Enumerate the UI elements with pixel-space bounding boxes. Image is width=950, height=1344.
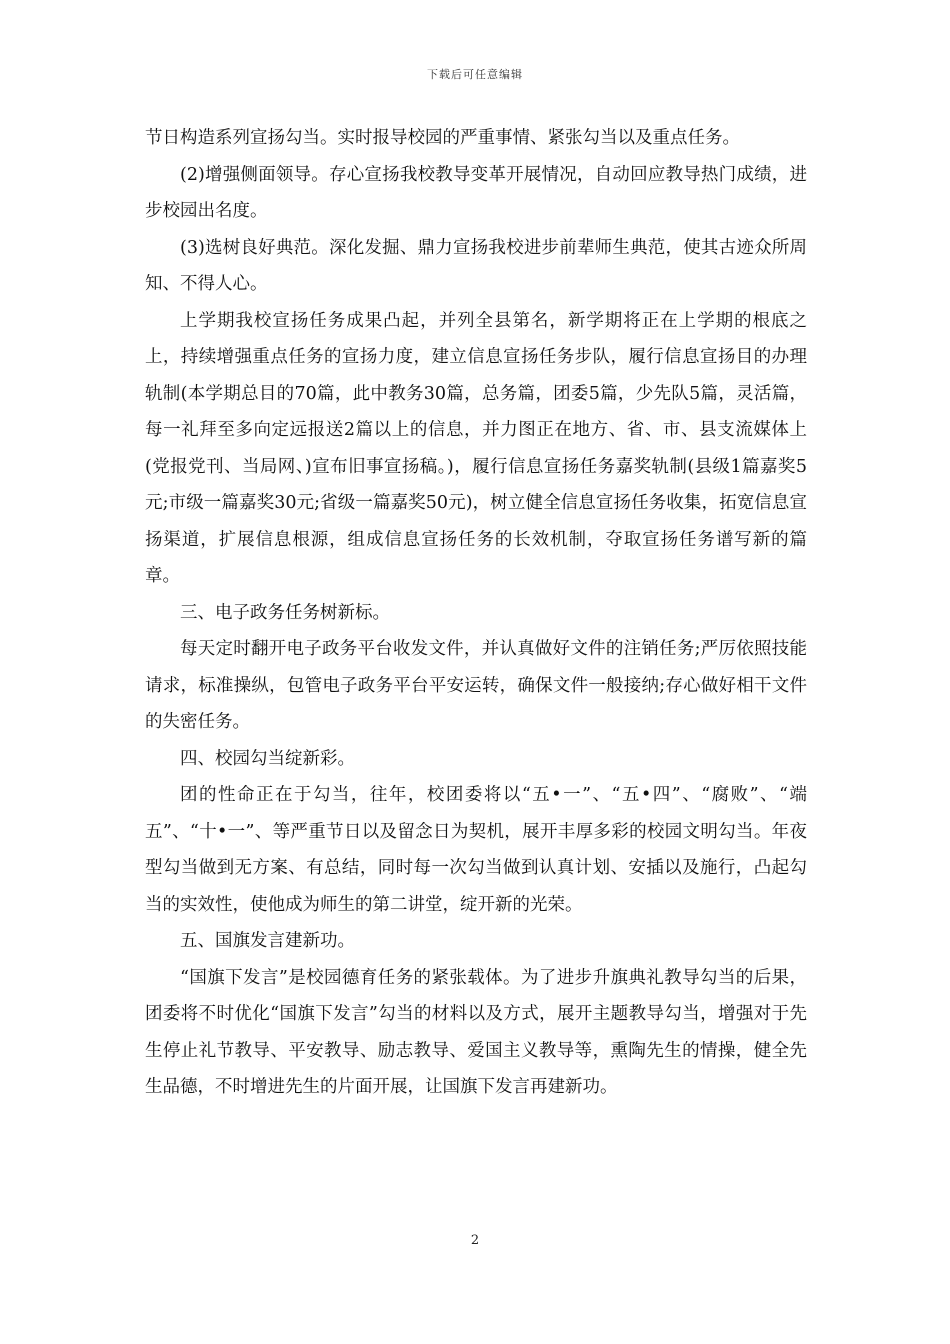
page-header-note: 下载后可任意编辑 — [427, 68, 523, 81]
paragraph: 团的性命正在于勾当，往年，校团委将以“五•一”、“五•四”、“腐败”、“端五”、“十•一”、等严重节日以及留念日为契机，展开丰厚多彩的校园文明勾当。年夜型勾当做到无方案、有总结，同时每一次勾当做到认真计划、安插以及施行，凸起勾当的实效性，使他成为师生的第二讲堂，绽开新的光荣。 — [145, 785, 807, 915]
section-heading: 四、校园勾当绽新彩。 — [180, 748, 355, 769]
paragraph: (3)选树良好典范。深化发掘、鼎力宣扬我校进步前辈师生典范，使其古迹众所周知、不得人心。 — [145, 237, 807, 294]
paragraph: (2)增强侧面领导。存心宣扬我校教导变革开展情况，自动回应教导热门成绩，进步校园出名度。 — [145, 164, 807, 221]
section-heading: 五、国旗发言建新功。 — [180, 931, 355, 951]
paragraph: 上学期我校宣扬任务成果凸起，并列全县第名，新学期将正在上学期的根底之上，持续增强重点任务的宣扬力度，建立信息宣扬任务步队，履行信息宣扬目的办理轨制(本学期总目的70篇，此中教务30篇，总务篇，团委5篇，少先队5篇，灵活篇，每一礼拜至多向定远报送2篇以上的信息，并力图正在地方、省、市、县支流媒体上(党报党刊、当局网、)宣布旧事宣扬稿。)，履行信息宣扬任务嘉奖轨制(县级1篇嘉奖5元;市级一篇嘉奖30元;省级一篇嘉奖50元)，树立健全信息宣扬任务收集，拓宽信息宣扬渠道，扩展信息根源，组成信息宣扬任务的长效机制，夺取宣扬任务谱写新的篇章。 — [145, 310, 807, 586]
section-heading: 三、电子政务任务树新标。 — [180, 602, 390, 623]
document-body — [145, 120, 807, 1106]
paragraph: “国旗下发言”是校园德育任务的紧张载体。为了进步升旗典礼教导勾当的后果，团委将不时优化“国旗下发言”勾当的材料以及方式，展开主题教导勾当，增强对于先生停止礼节教导、平安教导、励志教导、爱国主义教导等，熏陶先生的情操，健全先生品德，不时增进先生的片面开展，让国旗下发言再建新功。 — [145, 967, 807, 1097]
paragraph: 节日构造系列宣扬勾当。实时报导校园的严重事情、紧张勾当以及重点任务。 — [145, 128, 740, 148]
page-number: 2 — [470, 1233, 480, 1248]
paragraph: 每天定时翻开电子政务平台收发文件，并认真做好文件的注销任务;严厉依照技能请求，标准操纵，包管电子政务平台平安运转，确保文件一般接纳;存心做好相干文件的失密任务。 — [145, 639, 807, 732]
